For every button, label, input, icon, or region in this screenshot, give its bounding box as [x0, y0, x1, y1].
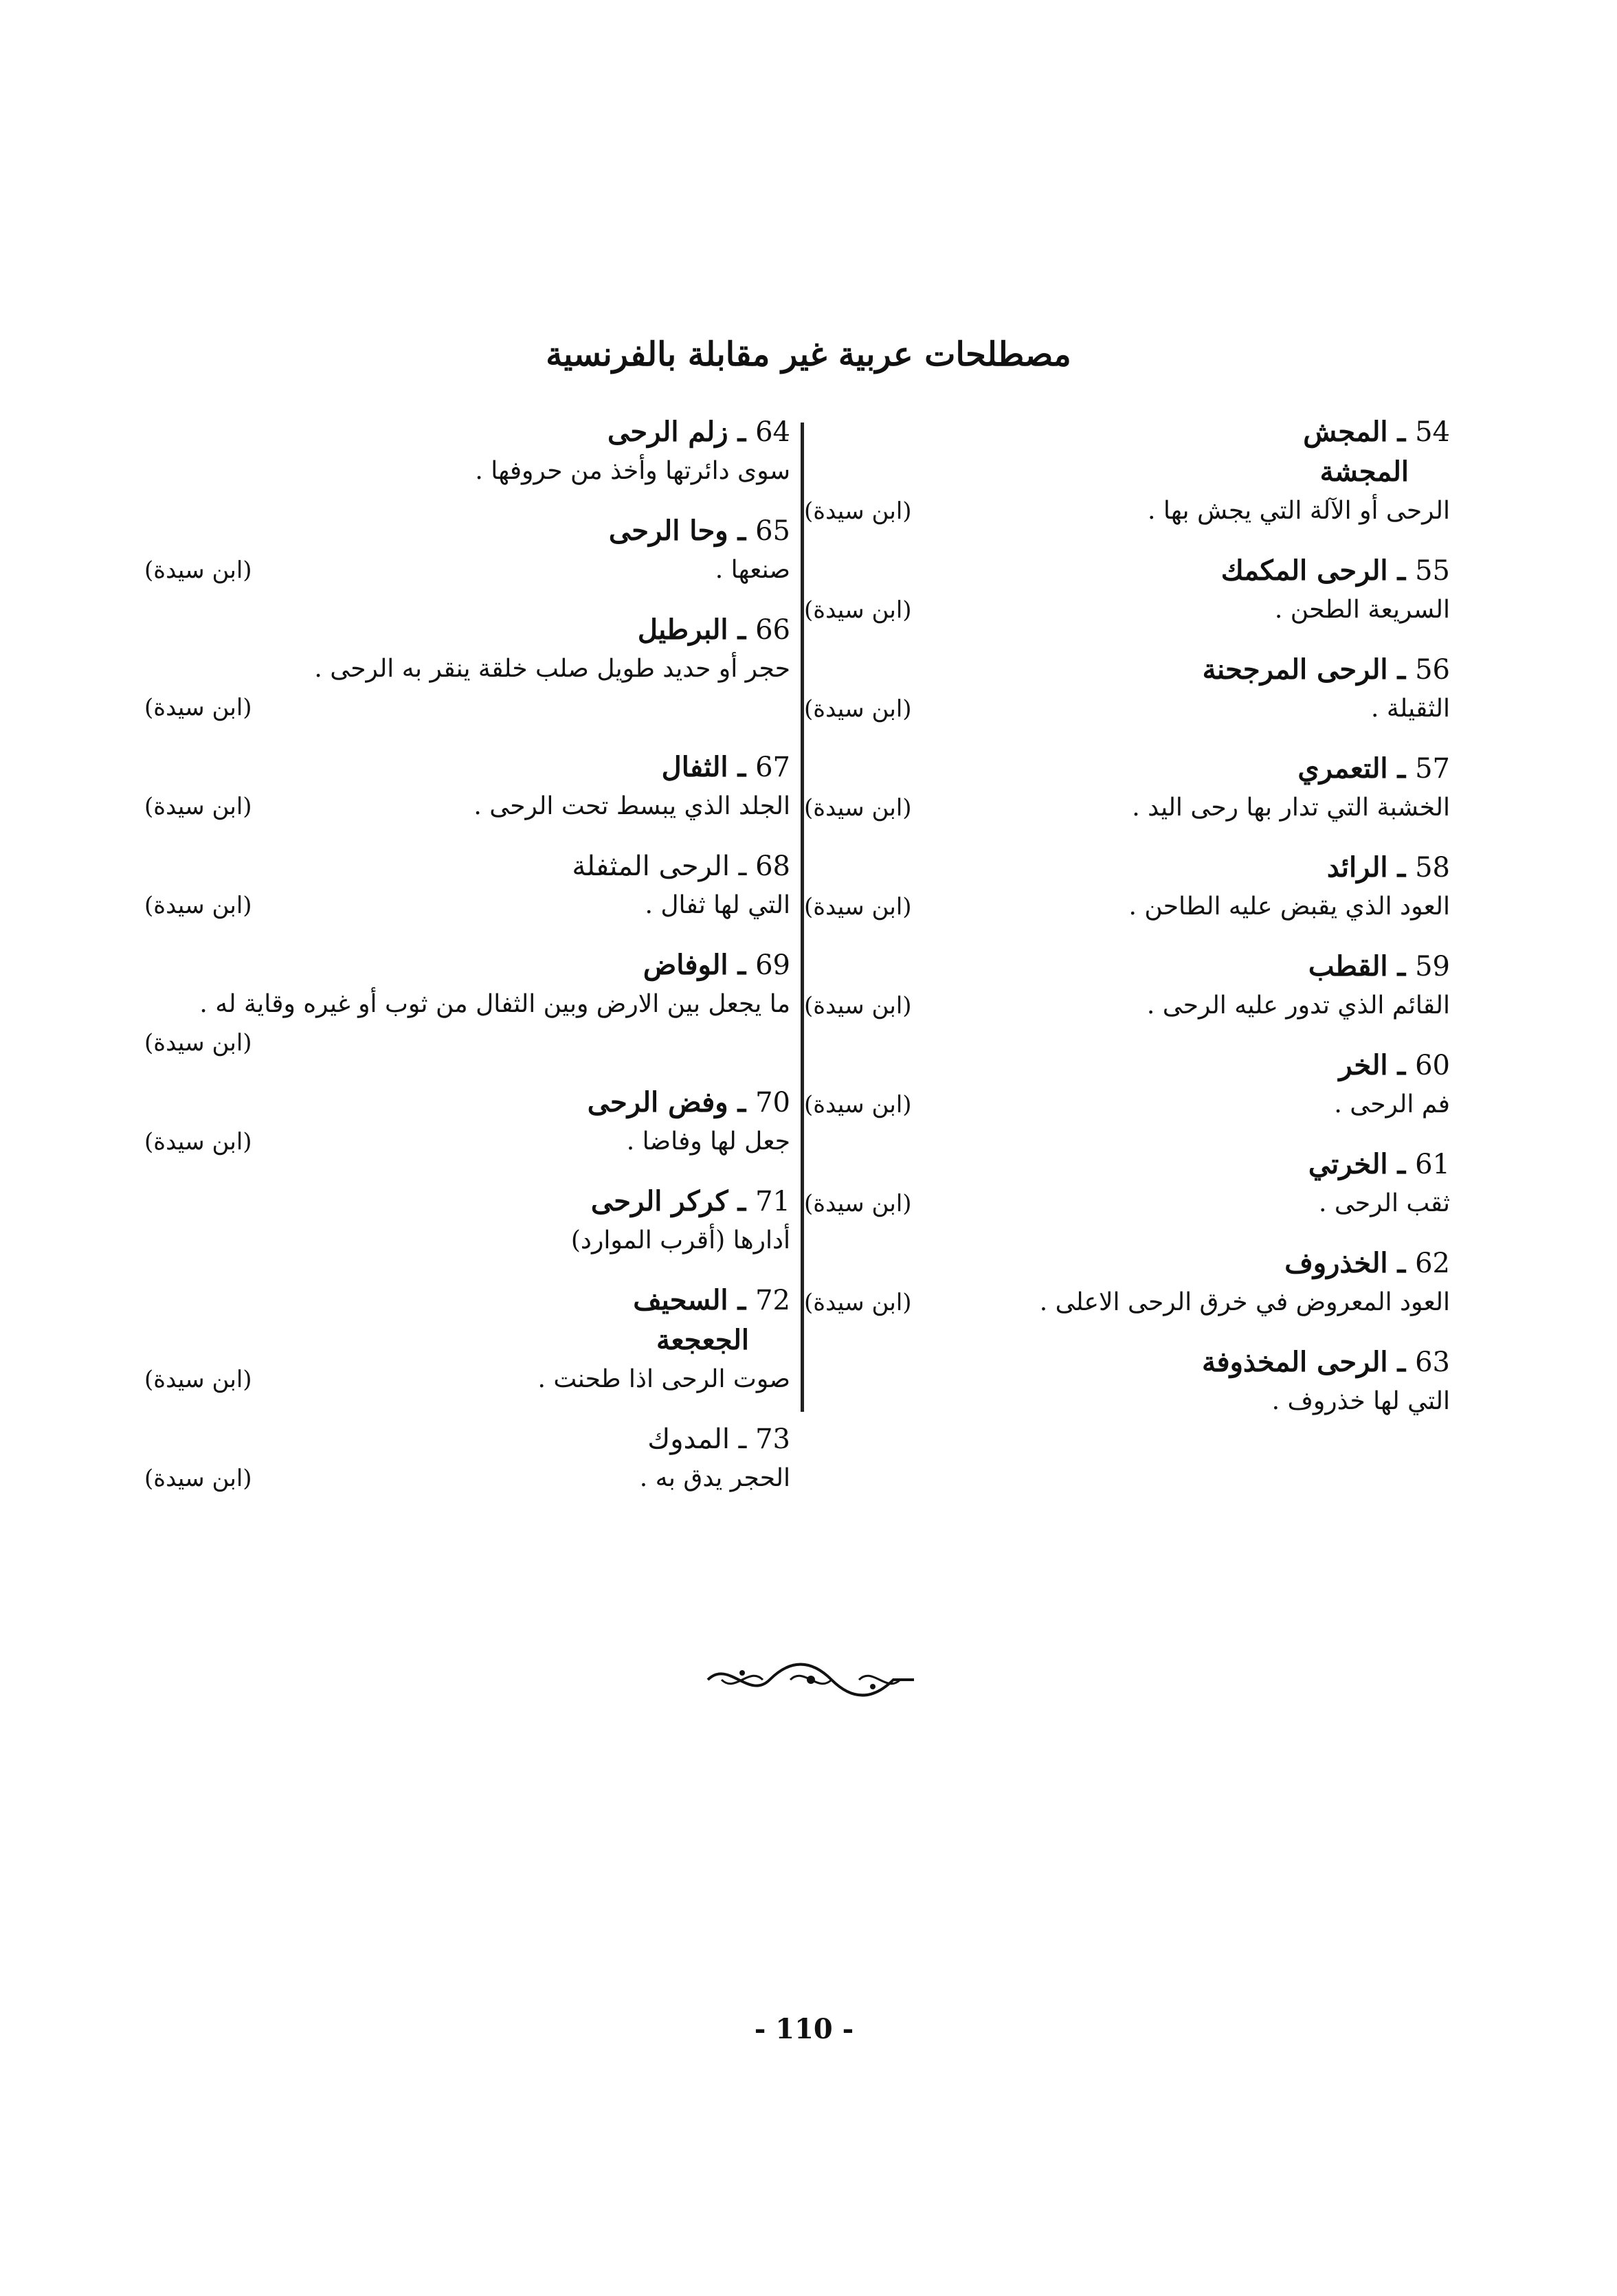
- entry-73: 73 ـ المدوك الحجر يدق به . (ابن سيدة): [144, 1419, 790, 1498]
- entry-definition: الخشبة التي تدار بها رحى اليد .: [1132, 794, 1450, 822]
- entry-58: 58 ـ الرائد العود الذي يقبض عليه الطاحن . (ابن سيدة): [804, 848, 1450, 926]
- entry-54: 54 ـ المجش المجشة الرحى أو الآلة التي يجش بها . (ابن سيدة): [804, 412, 1450, 530]
- entry-source: (ابن سيدة): [804, 695, 912, 723]
- entry-57: 57 ـ التعمري الخشبة التي تدار بها رحى اليد . (ابن سيدة): [804, 749, 1450, 827]
- entry-term: الرحى المكمك: [1220, 554, 1388, 587]
- entry-62: 62 ـ الخذروف العود المعروض في خرق الرحى الاعلى . (ابن سيدة): [804, 1243, 1450, 1322]
- entry-term: الخر: [1339, 1049, 1388, 1081]
- entry-definition: التي لها خذروف .: [1271, 1387, 1450, 1415]
- entry-59: 59 ـ القطب القائم الذي تدور عليه الرحى . (ابن سيدة): [804, 947, 1450, 1025]
- ornament-divider-icon: [701, 1652, 921, 1707]
- entry-number: 54: [1415, 416, 1450, 448]
- entry-source: (ابن سيدة): [804, 992, 912, 1020]
- entry-definition: العود المعروض في خرق الرحى الاعلى .: [1039, 1288, 1450, 1316]
- entry-65: 65 ـ وحا الرحى صنعها . (ابن سيدة): [144, 511, 790, 589]
- entry-66: 66 ـ البرطيل حجر أو حديد طويل صلب خلقة ينقر به الرحى . (ابن سيدة): [144, 610, 790, 727]
- entry-number: 60: [1415, 1050, 1450, 1081]
- entry-term: زلم الرحى: [607, 416, 728, 448]
- entry-source: (ابن سيدة): [804, 1091, 912, 1118]
- entry-source: (ابن سيدة): [804, 596, 912, 624]
- entry-number: 61: [1415, 1149, 1450, 1180]
- entry-number: 70: [755, 1087, 790, 1118]
- entry-source: (ابن سيدة): [804, 893, 912, 921]
- entry-number: 68: [755, 851, 790, 882]
- entry-source: (ابن سيدة): [804, 1190, 912, 1217]
- entry-term: التعمري: [1297, 752, 1388, 785]
- entry-definition: ثقب الرحى .: [1318, 1189, 1450, 1217]
- entry-number: 73: [755, 1423, 790, 1455]
- entry-definition: التي لها ثفال .: [645, 891, 790, 919]
- entry-term: المجش: [1303, 416, 1388, 448]
- entry-term: كركر الرحى: [590, 1185, 728, 1217]
- entry-number: 59: [1415, 951, 1450, 982]
- entry-67: 67 ـ الثفال الجلد الذي يبسط تحت الرحى . (ابن سيدة): [144, 747, 790, 826]
- entry-definition: حجر أو حديد طويل صلب خلقة ينقر به الرحى .: [314, 655, 790, 683]
- entry-definition: السريعة الطحن .: [1274, 596, 1450, 624]
- column-divider: [801, 423, 804, 1412]
- entry-68: 68 ـ الرحى المثفلة التي لها ثفال . (ابن سيدة): [144, 846, 790, 925]
- entry-56: 56 ـ الرحى المرجحنة الثقيلة . (ابن سيدة): [804, 650, 1450, 728]
- entry-number: 57: [1415, 753, 1450, 785]
- entry-definition: أدارها (أقرب الموارد): [570, 1226, 790, 1254]
- entry-source: (ابن سيدة): [144, 1465, 252, 1492]
- entry-definition: الحجر يدق به .: [639, 1464, 790, 1492]
- entry-term: الثفال: [661, 751, 728, 783]
- entry-source: (ابن سيدة): [804, 794, 912, 822]
- entry-63: 63 ـ الرحى المخذوفة التي لها خذروف .: [804, 1342, 1450, 1421]
- entry-number: 63: [1415, 1347, 1450, 1378]
- left-column: [144, 412, 790, 1518]
- entry-term: الخذروف: [1284, 1247, 1388, 1279]
- entry-term: الرحى المرجحنة: [1202, 653, 1388, 686]
- entry-source: (ابن سيدة): [144, 892, 252, 919]
- entry-69: 69 ـ الوفاض ما يجعل بين الارض وبين الثفال من ثوب أو غيره وقاية له . (ابن سيدة): [144, 945, 790, 1062]
- entry-term: الوفاض: [643, 949, 728, 981]
- entry-definition: الرحى أو الآلة التي يجش بها .: [1148, 497, 1450, 525]
- entry-number: 72: [755, 1285, 790, 1316]
- entry-55: 55 ـ الرحى المكمك السريعة الطحن . (ابن سيدة): [804, 551, 1450, 629]
- entry-60: 60 ـ الخر فم الرحى . (ابن سيدة): [804, 1046, 1450, 1124]
- entry-source: (ابن سيدة): [144, 556, 252, 584]
- entry-72: 72 ـ السحيف الجعجعة صوت الرحى اذا طحنت . (ابن سيدة): [144, 1281, 790, 1399]
- entry-definition: سوى دائرتها وأخذ من حروفها .: [475, 457, 790, 485]
- entry-number: 65: [755, 515, 790, 547]
- entry-term: السحيف: [633, 1284, 728, 1316]
- entry-number: 55: [1415, 555, 1450, 587]
- entry-definition: الثقيلة .: [1370, 695, 1450, 723]
- entry-alt-term: المجشة: [1319, 455, 1409, 488]
- entry-alt-term: الجعجعة: [656, 1324, 749, 1356]
- entry-definition: العود الذي يقبض عليه الطاحن .: [1128, 892, 1450, 921]
- entry-source: (ابن سيدة): [804, 1289, 912, 1316]
- entry-definition: صوت الرحى اذا طحنت .: [537, 1365, 790, 1393]
- entry-term: وفض الرحى: [587, 1086, 728, 1118]
- entry-definition: فم الرحى .: [1334, 1090, 1450, 1118]
- entry-term: الرحى المثفلة: [572, 851, 730, 882]
- entry-definition: صنعها .: [715, 556, 790, 584]
- entry-term: البرطيل: [637, 614, 728, 646]
- entry-71: 71 ـ كركر الرحى أدارها (أقرب الموارد): [144, 1182, 790, 1260]
- entry-source: (ابن سيدة): [144, 793, 252, 820]
- entry-number: 69: [755, 949, 790, 981]
- entry-term: وحا الرحى: [608, 515, 728, 547]
- entry-64: 64 ـ زلم الرحى سوى دائرتها وأخذ من حروفها .: [144, 412, 790, 491]
- entry-definition: الجلد الذي يبسط تحت الرحى .: [473, 792, 790, 820]
- entry-70: 70 ـ وفض الرحى جعل لها وفاضا . (ابن سيدة): [144, 1083, 790, 1161]
- entry-term: الرحى المخذوفة: [1202, 1346, 1388, 1378]
- entry-number: 58: [1415, 852, 1450, 883]
- entry-number: 56: [1415, 654, 1450, 686]
- entry-number: 66: [755, 614, 790, 646]
- entry-definition: ما يجعل بين الارض وبين الثفال من ثوب أو غيره وقاية له .: [199, 990, 790, 1018]
- entry-term: المدوك: [647, 1423, 730, 1455]
- entry-source: (ابن سيدة): [144, 1029, 252, 1057]
- entry-number: 64: [755, 416, 790, 448]
- entry-number: 62: [1415, 1248, 1450, 1279]
- page-title: مصطلحات عربية غير مقابلة بالفرنسية: [546, 335, 1071, 374]
- right-column: [804, 412, 1450, 1441]
- entry-term: الخرتي: [1308, 1148, 1388, 1180]
- entry-source: (ابن سيدة): [804, 497, 912, 525]
- entry-term: القطب: [1308, 950, 1388, 982]
- entry-source: (ابن سيدة): [144, 1366, 252, 1393]
- entry-number: 71: [755, 1186, 790, 1217]
- entry-source: (ابن سيدة): [144, 694, 252, 721]
- entry-61: 61 ـ الخرتي ثقب الرحى . (ابن سيدة): [804, 1145, 1450, 1223]
- entry-number: 67: [755, 752, 790, 783]
- entry-definition: القائم الذي تدور عليه الرحى .: [1146, 991, 1450, 1020]
- entry-source: (ابن سيدة): [144, 1128, 252, 1156]
- entry-definition: جعل لها وفاضا .: [626, 1127, 790, 1156]
- page-number: - 110 -: [754, 2013, 854, 2045]
- entry-term: الرائد: [1326, 851, 1388, 883]
